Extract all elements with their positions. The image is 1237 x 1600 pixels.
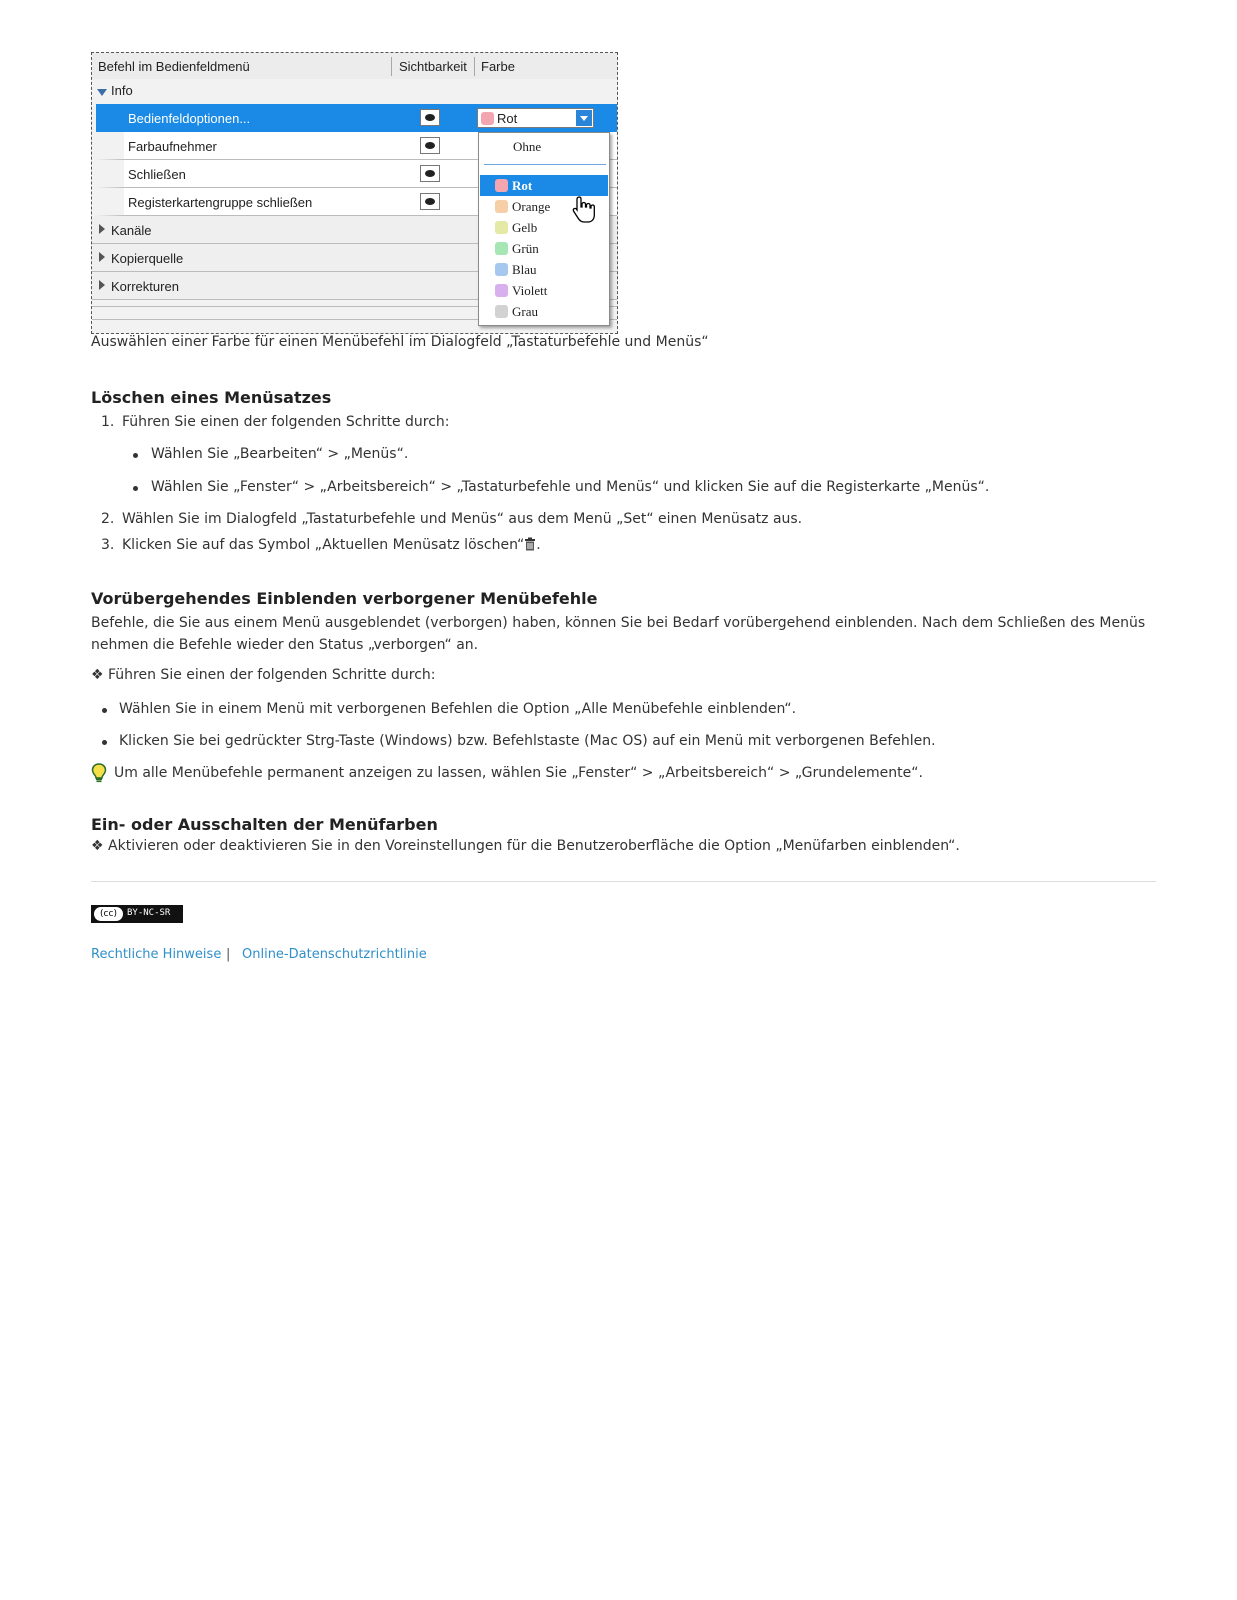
eye-icon[interactable] [420,165,440,182]
color-swatch [495,221,508,234]
expand-triangle-icon[interactable] [97,89,107,96]
step-text: Klicken Sie auf das Symbol „Aktuellen Menüsatz löschen“ . [122,537,541,553]
table-row-selected[interactable] [96,104,617,132]
dropdown-option-gruen[interactable] [480,238,608,259]
group-label: Info [111,83,133,98]
eye-icon[interactable] [420,137,440,154]
section-heading-delete-menu-set: Löschen eines Menüsatzes [91,388,332,407]
section-heading-show-hidden: Vorübergehendes Einblenden verborgener Menübefehle [91,589,598,608]
header-command: Befehl im Bedienfeldmenü [98,59,250,74]
diamond-bullet-icon: ❖ [91,667,104,683]
dialog-screenshot-figure [91,52,618,334]
row-label: Bedienfeldoptionen... [128,111,251,126]
dropdown-option-grau[interactable] [480,301,608,322]
option-label: Violett [512,283,548,298]
dropdown-option-rot[interactable] [480,175,608,196]
selected-color-label: Rot [497,111,518,126]
step-text: Führen Sie einen der folgenden Schritte durch: [122,414,450,430]
option-label: Grau [512,304,538,319]
row-label: Schließen [128,167,186,182]
license-type: BY-NC-SR [127,908,171,918]
list-item: Klicken Sie bei gedrückter Strg-Taste (Windows) bzw. Befehlstaste (Mac OS) auf ein Menü mit verborgenen Befehlen. [119,733,936,749]
figure-caption: Auswählen einer Farbe für einen Menübefehl im Dialogfeld „Tastaturbefehle und Menüs“ [91,334,709,350]
list-item: Wählen Sie „Bearbeiten“ > „Menüs“. [151,446,409,462]
instruction: ❖ Aktivieren oder deaktivieren Sie in den Voreinstellungen für die Benutzeroberfläche die Option „Menüfarben einblenden“. [91,838,960,854]
list-number: 3. [101,537,115,553]
instruction: ❖ Führen Sie einen der folgenden Schritte durch: [91,667,436,683]
lightbulb-icon [91,763,107,783]
list-item: Wählen Sie in einem Menü mit verborgenen Befehlen die Option „Alle Menübefehle einblenden“. [119,701,797,717]
option-label: Gelb [512,220,538,235]
expand-triangle-icon[interactable] [99,224,105,234]
privacy-policy-link[interactable]: Online-Datenschutzrichtlinie [242,947,427,962]
cc-logo: (cc) [94,907,123,921]
footer-separator: | [226,947,231,962]
divider [91,881,1156,882]
legal-notice-link[interactable]: Rechtliche Hinweise [91,947,222,962]
group-row-info[interactable] [92,79,617,104]
hand-cursor-icon [570,195,598,225]
color-swatch [495,284,508,297]
color-select[interactable] [477,108,594,128]
bullet [102,708,107,713]
header-color: Farbe [481,59,515,74]
bullet [133,453,138,458]
color-swatch [495,263,508,276]
option-label: Ohne [513,139,542,154]
list-number: 1. [101,414,115,430]
option-label: Orange [512,199,551,214]
expand-triangle-icon[interactable] [99,280,105,290]
list-number: 2. [101,511,115,527]
option-label: Blau [512,262,537,277]
group-label: Korrekturen [111,279,179,294]
eye-icon[interactable] [420,193,440,210]
color-swatch [495,179,508,192]
chevron-down-icon[interactable] [576,110,592,126]
dropdown-option-violett[interactable] [480,280,608,301]
color-swatch [495,200,508,213]
cc-license-badge[interactable] [91,905,183,923]
eye-icon[interactable] [420,109,440,126]
row-label: Registerkartengruppe schließen [128,195,313,210]
trash-icon [524,537,536,551]
diamond-bullet-icon: ❖ [91,838,104,854]
header-visibility: Sichtbarkeit [399,59,467,74]
option-label: Grün [512,241,539,256]
color-swatch [495,242,508,255]
section-heading-menu-colors: Ein- oder Ausschalten der Menüfarben [91,815,438,834]
color-swatch [495,305,508,318]
tip-text: Um alle Menübefehle permanent anzeigen zu lassen, wählen Sie „Fenster“ > „Arbeitsbereich“ > „Grundelemente“. [114,765,923,781]
expand-triangle-icon[interactable] [99,252,105,262]
group-label: Kopierquelle [111,251,184,266]
bullet [102,740,107,745]
group-label: Kanäle [111,223,152,238]
color-swatch [481,112,494,125]
row-label: Farbaufnehmer [128,139,217,154]
color-dropdown-list[interactable] [478,132,610,326]
dropdown-option-none[interactable] [480,134,608,164]
option-label: Rot [512,178,533,193]
dropdown-option-blau[interactable] [480,259,608,280]
bullet [133,486,138,491]
table-header [92,53,617,80]
step-text: Wählen Sie im Dialogfeld „Tastaturbefehle und Menüs“ aus dem Menü „Set“ einen Menüsatz aus. [122,511,803,527]
list-item: Wählen Sie „Fenster“ > „Arbeitsbereich“ > „Tastaturbefehle und Menüs“ und klicken Sie auf die Registerkarte „Menüs“. [151,479,990,495]
paragraph: Befehle, die Sie aus einem Menü ausgeblendet (verborgen) haben, können Sie bei Bedarf vorübergehend einblenden. Nach dem Schließen des Menüs nehmen die Befehle wieder den Status „verborgen“ an. [91,615,1146,653]
